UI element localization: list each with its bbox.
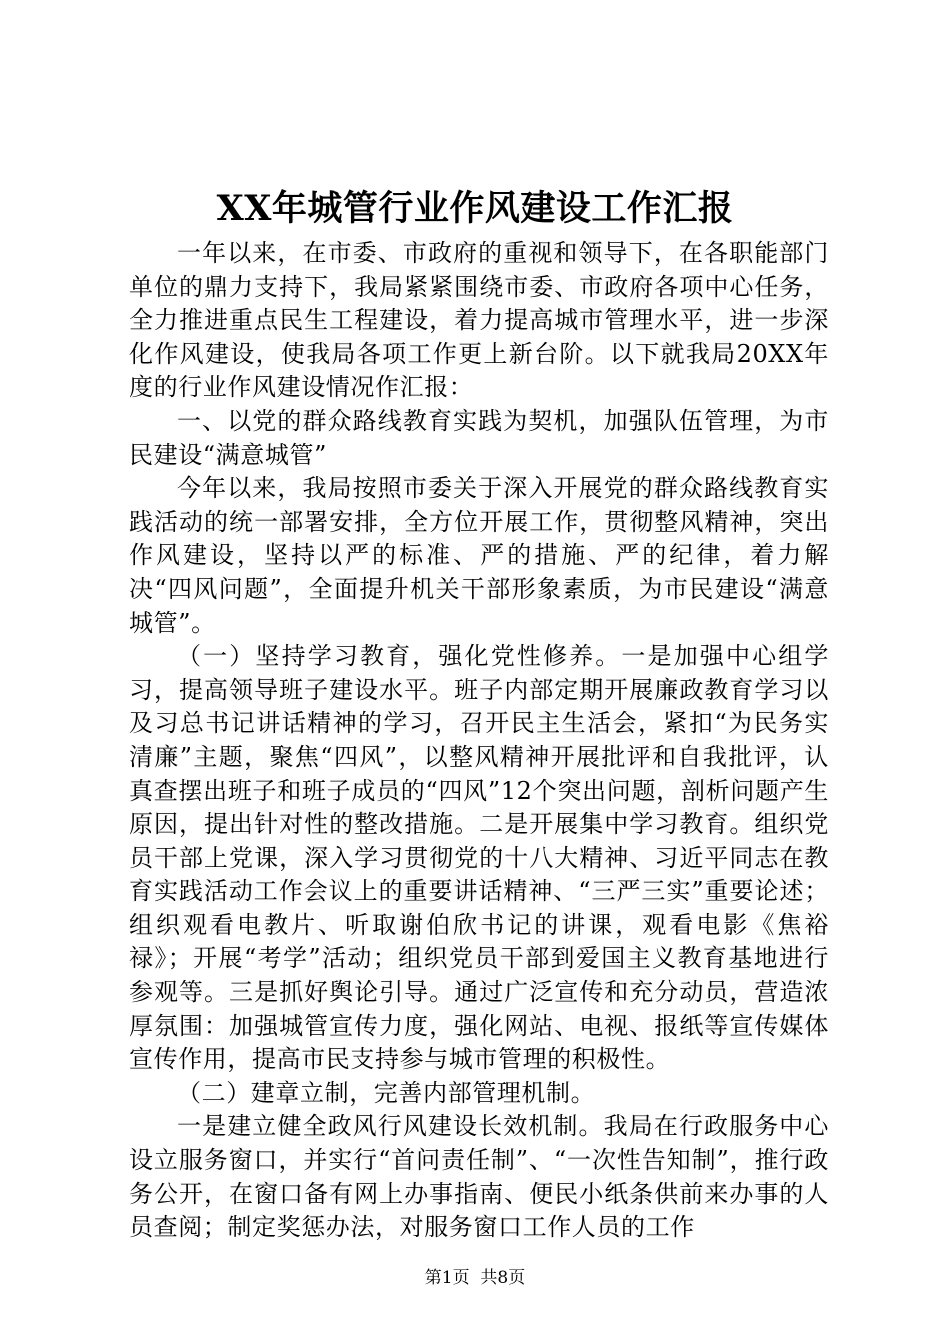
page-number: 第1页 bbox=[424, 1268, 470, 1288]
paragraph-subsection-2-heading: （二）建章立制，完善内部管理机制。 bbox=[177, 1078, 596, 1107]
paragraph-section-1-heading: 一、以党的群众路线教育实践为契机，加强队伍管理，为市民建设“满意城管” bbox=[129, 406, 829, 469]
paragraph-subsection-1: （一）坚持学习教育，强化党性修养。一是加强中心组学习，提高领导班子建设水平。班子内部定期开展廉政教育学习以及习总书记讲话精神的学习，召开民主生活会，紧扣“为民务实清廉”主题，聚焦“四风”，以整风精神开展批评和自我批评，认真查摆出班子和班子成员的“四风”12个突出问题，剖析问题产生原因，提出针对性的整改措施。二是开展集中学习教育。组织党员干部上党课，深入学习贯彻党的十八大精神、习近平同志在教育实践活动工作会议上的重要讲话精神、“三严三实”重要论述；组织观看电教片、听取谢伯欣书记的讲课，观看电影《焦裕禄》；开展“考学”活动；组织党员干部到爱国主义教育基地进行参观等。三是抓好舆论引导。通过广泛宣传和充分动员，营造浓厚氛围：加强城管宣传力度，强化网站、电视、报纸等宣传媒体宣传作用，提高市民支持参与城市管理的积极性。 bbox=[129, 642, 829, 1074]
paragraph-intro: 一年以来，在市委、市政府的重视和领导下，在各职能部门单位的鼎力支持下，我局紧紧围绕市委、市政府各项中心任务，全力推进重点民生工程建设，着力提高城市管理水平，进一步深化作风建设，使我局各项工作更上新台阶。以下就我局20XX年度的行业作风建设情况作汇报： bbox=[129, 239, 829, 402]
document-body bbox=[129, 237, 829, 1245]
paragraph-subsection-2-body: 一是建立健全政风行风建设长效机制。我局在行政服务中心设立服务窗口，并实行“首问责任制”、“一次性告知制”，推行政务公开，在窗口备有网上办事指南、便民小纸条供前来办事的人员查阅；制定奖惩办法，对服务窗口工作人员的工作 bbox=[129, 1112, 829, 1242]
document-title: XX年城管行业作风建设工作汇报 bbox=[216, 188, 734, 229]
page-footer bbox=[0, 1266, 950, 1290]
paragraph-section-1-body: 今年以来，我局按照市委关于深入开展党的群众路线教育实践活动的统一部署安排，全方位开展工作，贯彻整风精神，突出作风建设，坚持以严的标准、严的措施、严的纪律，着力解决“四风问题”，全面提升机关干部形象素质，为市民建设“满意城管”。 bbox=[129, 474, 829, 637]
page-total: 共8页 bbox=[480, 1268, 526, 1288]
